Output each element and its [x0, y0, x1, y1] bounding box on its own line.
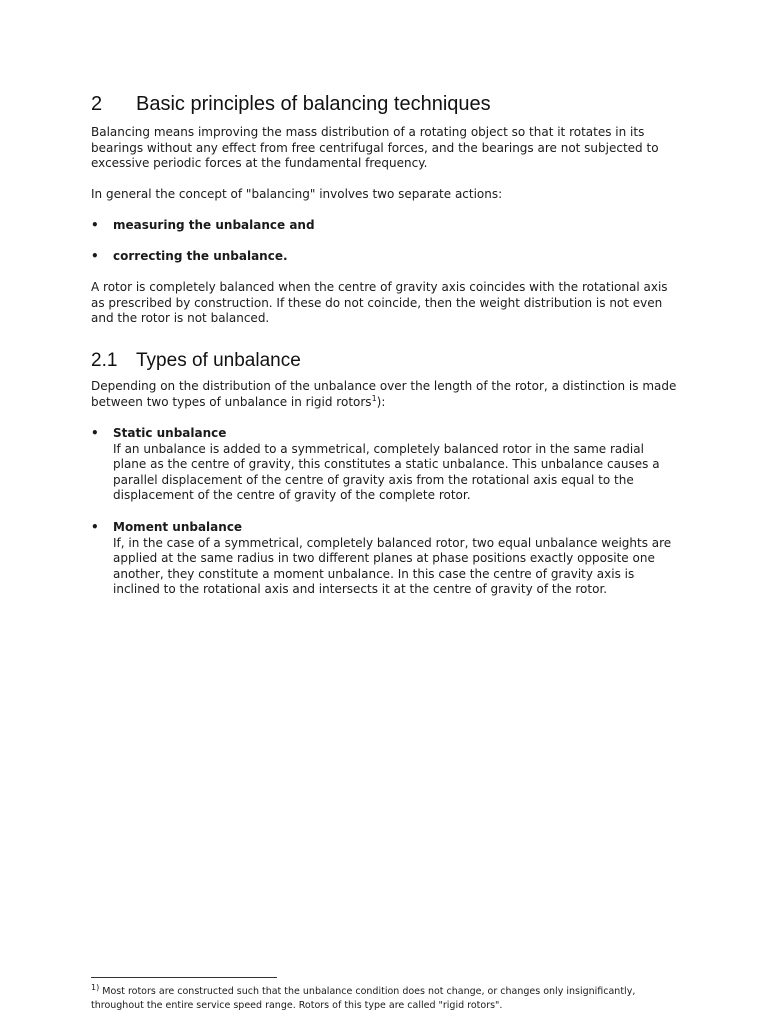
item-title: Static unbalance	[113, 426, 227, 440]
item-text: If, in the case of a symmetrical, completely balanced rotor, two equal unbalance weights are applied at the same radius in two different planes at phase positions exactly opposite one another, they constitute a moment unbalance. In this case the centre of gravity axis is inclined to the rotational axis and intersects it at the centre of gravity of the rotor.	[113, 535, 672, 597]
footnote	[91, 982, 679, 1013]
bullet-icon: •	[91, 426, 99, 440]
bullet-icon: •	[91, 249, 99, 263]
section-heading	[91, 90, 491, 118]
general-paragraph: In general the concept of "balancing" involves two separate actions:	[91, 187, 503, 201]
bullet-icon: •	[91, 218, 99, 232]
subsection-number: 2.1	[91, 350, 118, 371]
types-intro-paragraph	[91, 379, 679, 410]
section-number: 2	[91, 93, 103, 115]
subsection-heading	[91, 348, 301, 374]
bullet-item-correcting	[91, 249, 679, 265]
subsection-title: Types of unbalance	[136, 350, 301, 371]
footnote-reference[interactable]: 1	[371, 393, 377, 403]
intro-paragraph: Balancing means improving the mass distribution of a rotating object so that it rotates in its bearings without any effect from free centrifugal forces, and the bearings are not subjected to excessive periodic forces at the fundamental frequency.	[91, 125, 659, 171]
types-intro-text: Depending on the distribution of the unbalance over the length of the rotor, a distinction is made between two types of unbalance in rigid rotors	[91, 379, 677, 409]
footnote-marker: 1)	[91, 982, 100, 992]
footnote-separator	[91, 977, 277, 978]
item-text: If an unbalance is added to a symmetrical, completely balanced rotor in the same radial plane as the centre of gravity, this constitutes a static unbalance. This unbalance causes a parallel displacement of the centre of gravity axis from the rotational axis equal to the displacement of the centre of gravity of the complete rotor.	[113, 441, 660, 503]
document-page	[91, 0, 679, 1024]
bullet-text: correcting the unbalance.	[113, 249, 288, 263]
footnote-text: Most rotors are constructed such that the unbalance condition does not change, or changes only insignificantly, throughout the entire service speed range. Rotors of this type are called "rigid rotors".	[91, 986, 636, 1011]
section-title: Basic principles of balancing techniques	[136, 93, 491, 115]
item-title: Moment unbalance	[113, 520, 243, 534]
bullet-item-measuring	[91, 218, 679, 234]
bullet-icon: •	[91, 520, 99, 534]
bullet-text: measuring the unbalance and	[113, 218, 315, 232]
rotor-paragraph: A rotor is completely balanced when the centre of gravity axis coincides with the rotational axis as prescribed by construction. If these do not coincide, then the weight distribution is not even and the rotor is not balanced.	[91, 280, 668, 326]
bullet-item-moment-unbalance	[91, 520, 679, 598]
bullet-item-static-unbalance	[91, 426, 679, 504]
types-intro-tail: ):	[376, 394, 386, 409]
